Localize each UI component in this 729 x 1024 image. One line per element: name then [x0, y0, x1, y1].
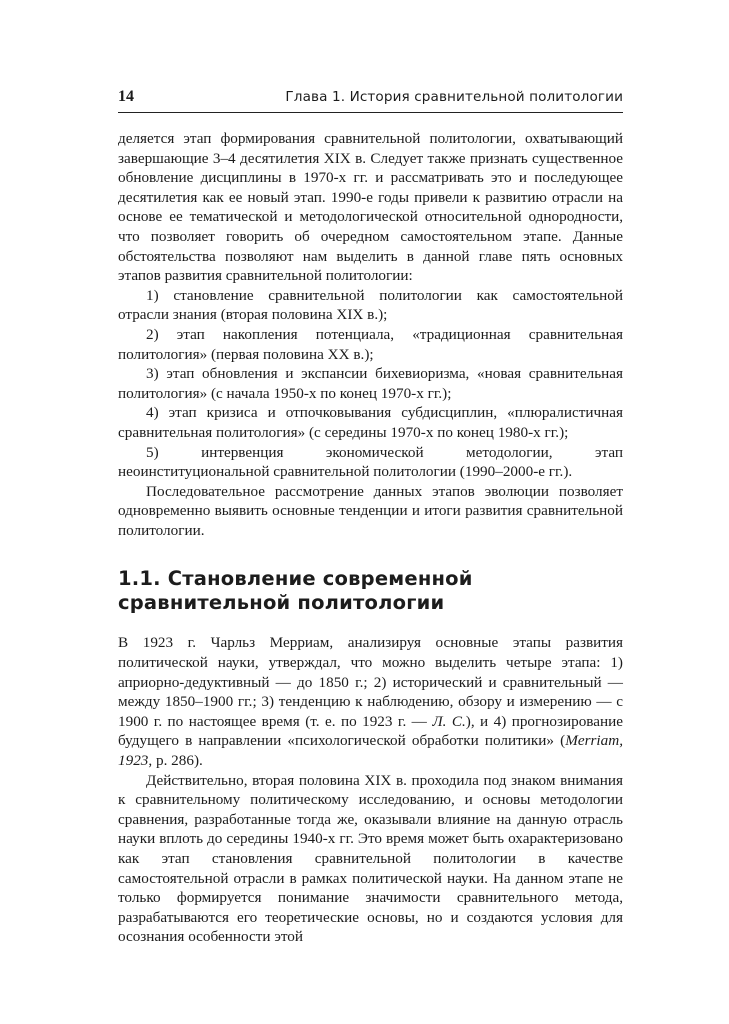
- section-heading-line-2: сравнительной политологии: [118, 591, 445, 615]
- stage-item-3: 3) этап обновления и экспансии бихевиоризма, «новая сравнительная политология» (с начала 1950-х по конец 1970-х гг.);: [118, 365, 623, 402]
- section-heading: [118, 567, 623, 615]
- page-number: 14: [118, 88, 134, 105]
- intro-conclusion-paragraph: Последовательное рассмотрение данных этапов эволюции позволяет одновременно выявить основные тенденции и итоги развития сравнительной политологии.: [118, 482, 623, 539]
- merriam-text-1: В 1923 г. Чарльз Мерриам, анализируя основные этапы развития политической науки, утверждал, что можно выделить четыре этапа: 1) априорно-дедуктивный — до 1850 г.; 2) исторический и сравнительный — между 1850–1900 гг.; 3) тенденцию к наблюдению, обзору и измерению — с 1900 г. по настоящее время (т. е. по 1923 г. —: [118, 634, 623, 730]
- intro-paragraph: деляется этап формирования сравнительной политологии, охватывающий завершающие 3–4 десятилетия XIX в. Следует также признать существенное обновление дисциплины в 1970-х гг. и рассматривать это и последующее десятилетия как ее новый этап. 1990-е годы привели к развитию отрасли на основе ее тематической и методологической относительной однородности, что позволяет говорить об очередном самостоятельном этапе. Данные обстоятельства позволяют нам выделить в данной главе пять основных этапов развития сравнительной политологии:: [118, 130, 623, 285]
- stage-item-1: 1) становление сравнительной политологии как самостоятельной отрасли знания (вторая половина XIX в.);: [118, 286, 623, 324]
- chapter-title: Глава 1. История сравнительной политологии: [285, 89, 623, 105]
- stage-item-4: 4) этап кризиса и отпочковывания субдисциплин, «плюралистичная сравнительная политология» (с середины 1970-х по конец 1980-х гг.);: [118, 404, 623, 441]
- citation-reference: Merriam, 1923: [118, 732, 623, 770]
- body-text: [118, 129, 623, 947]
- xix-century-paragraph: Действительно, вторая половина XIX в. проходила под знаком внимания к сравнительному политическому исследованию, и основы методологии сравнения, разработанные тогда же, оказывали влияние на данную отрасль науки вплоть до середины 1940-х гг. Это время может быть охарактеризовано как этап становления сравнительной политологии в качестве самостоятельной отрасли в рамках политической науки. На данном этапе не только формируется понимание значимости сравнительного метода, разрабатываются его теоретические основы, но и создаются условия для осознания особенности этой: [118, 771, 623, 946]
- stage-item-5: 5) интервенция экономической методологии, этап неоинституциональной сравнительной политологии (1990–2000-е гг.).: [118, 443, 623, 481]
- running-head: [118, 88, 623, 113]
- book-page: [118, 88, 623, 947]
- section-heading-line-1: 1.1. Становление современной: [118, 567, 473, 591]
- stage-item-2: 2) этап накопления потенциала, «традиционная сравнительная политология» (первая половина XX в.);: [118, 325, 623, 363]
- merriam-text-3: , p. 286).: [148, 752, 203, 770]
- merriam-paragraph: [118, 633, 623, 770]
- author-initials: Л. С.: [432, 712, 466, 730]
- merriam-text-2: ), и 4) прогнозирование будущего в направлении «психологической обработки политики» (: [118, 712, 623, 750]
